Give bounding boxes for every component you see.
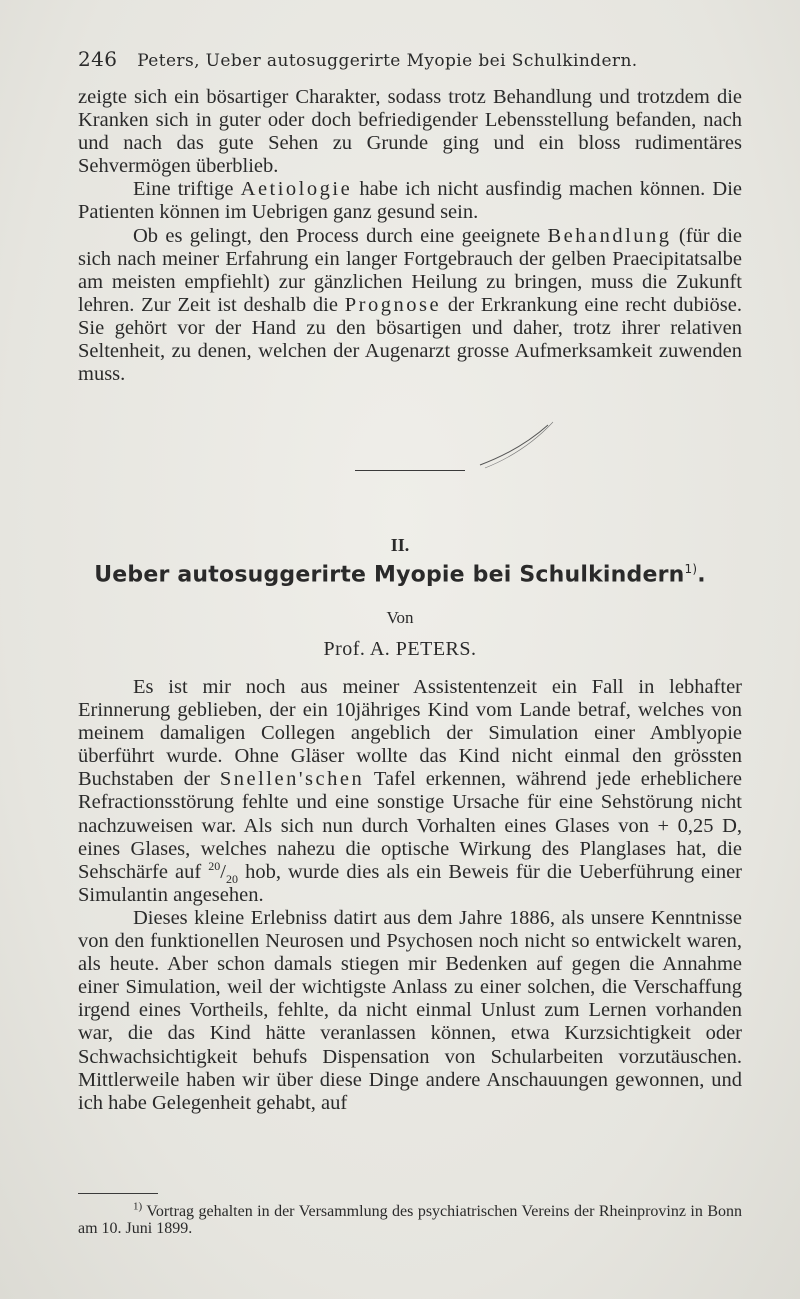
fraction-denominator: 20	[225, 871, 238, 886]
article-title: Ueber autosuggerirte Myopie bei Schulkindern$^{1)}$.	[94, 562, 706, 588]
text-block-article	[78, 676, 742, 1115]
text-run: Eine triftige	[133, 178, 234, 201]
section-number: II.	[390, 535, 410, 555]
paragraph	[78, 676, 742, 907]
running-title: Peters, Ueber autosuggerirte Myopie bei Schulkindern.	[137, 51, 638, 71]
paragraph: zeigte sich ein bösartiger Charakter, sodass trotz Behandlung und trotzdem die Kranken sich in guter oder doch befriedigender Lebensstellung befanden, nach und nach das gute Sehen zu Grunde ging und ein bloss rudimentäres Sehvermögen überblieb.	[78, 86, 742, 178]
pen-stroke-mark	[0, 410, 800, 500]
spaced-term: Snellen'schen	[219, 768, 365, 791]
page-number: 246	[78, 47, 118, 71]
text-run: Ob es gelingt, den Process durch eine geeignete	[133, 224, 541, 247]
footnote	[78, 1200, 742, 1237]
fraction: $^{20}/_{20}$	[208, 858, 238, 886]
footnote-ref: 1)	[684, 562, 698, 576]
running-header	[78, 47, 742, 71]
footnote-rule	[78, 1193, 158, 1194]
title-text: Ueber autosuggerirte Myopie bei Schulkindern	[94, 562, 685, 588]
section-divider	[355, 470, 465, 471]
text-run: der Erkrankung eine recht dubiöse. Sie gehört vor der Hand zu den bösartigen und daher, trotz ihrer relativen Seltenheit, zu denen, welchen der Augenarzt grosse Aufmerksamkeit zuwenden muss.	[78, 293, 743, 386]
footnote-marker: 1)	[133, 1200, 143, 1213]
spaced-term: Behandlung	[547, 224, 672, 247]
footnote-text: Vortrag gehalten in der Versammlung des psychiatrischen Vereins der Rheinprovinz in Bonn am 10. Juni 1899.	[78, 1203, 742, 1237]
text-run: Tafel erkennen, während jede erheblichere Refractionsstörung fehlte und eine sonstige Ursache für eine Sehstörung nicht nachzuweisen war. Als sich nun durch Vorhalten eines Glases von + 0,25 D, eines Glases, welches nahezu die optische Wirkung des Planglases hat, die Sehschärfe auf	[78, 768, 742, 883]
paragraph: Dieses kleine Erlebniss datirt aus dem Jahre 1886, als unsere Kenntnisse von den funktionellen Neurosen und Psychosen noch nicht so entwickelt waren, als heute. Aber schon damals stiegen mir Bedenken auf gegen die Annahme einer Simulation, weil der wichtigste Anlass zu einer solchen, die Verschaffung irgend eines Vortheils, fehlte, da nicht einmal Unlust zum Lernen vorhanden war, die das Kind hätte veranlassen können, etwa Kurzsichtigkeit oder Schwachsichtigkeit behufs Dispensation von Schularbeiten vorzutäuschen. Mittlerweile haben wir über diese Dinge andere Anschauungen gewonnen, und ich habe Gelegenheit gehabt, auf	[78, 906, 742, 1114]
text-run: Es ist mir noch aus meiner Assistentenzeit ein Fall in lebhafter Erinnerung geblieben, der ein 10jähriges Kind vom Lande betraf, welches von meinem damaligen Collegen angeblich der Simulation einer Amblyopie überführt wurde. Ohne Gläser wollte das Kind nicht einmal den grössten Buchstaben der	[78, 676, 742, 791]
text-run: habe ich nicht ausfindig machen können. Die Patienten können im Uebrigen ganz gesund sein.	[78, 178, 743, 224]
fraction-numerator: 20	[208, 858, 221, 873]
spaced-term: Aetiologie	[240, 178, 353, 201]
text-run: (für die sich nach meiner Erfahrung ein langer Fortgebrauch der gelben Praecipitatsalbe am meisten empfiehlt) zur gänzlichen Heilung zu bringen, muss die Zukunft lehren. Zur Zeit ist deshalb die	[78, 224, 743, 316]
text-run: hob, wurde dies als ein Beweis für die Ueberführung einer Simulantin angesehen.	[78, 860, 743, 906]
byline-von: Von	[386, 608, 414, 627]
paragraph	[78, 225, 742, 387]
text-block-top	[78, 86, 742, 386]
paragraph	[78, 178, 742, 224]
author-name: Prof. A. PETERS.	[323, 638, 477, 660]
spaced-term: Prognose	[344, 293, 442, 316]
